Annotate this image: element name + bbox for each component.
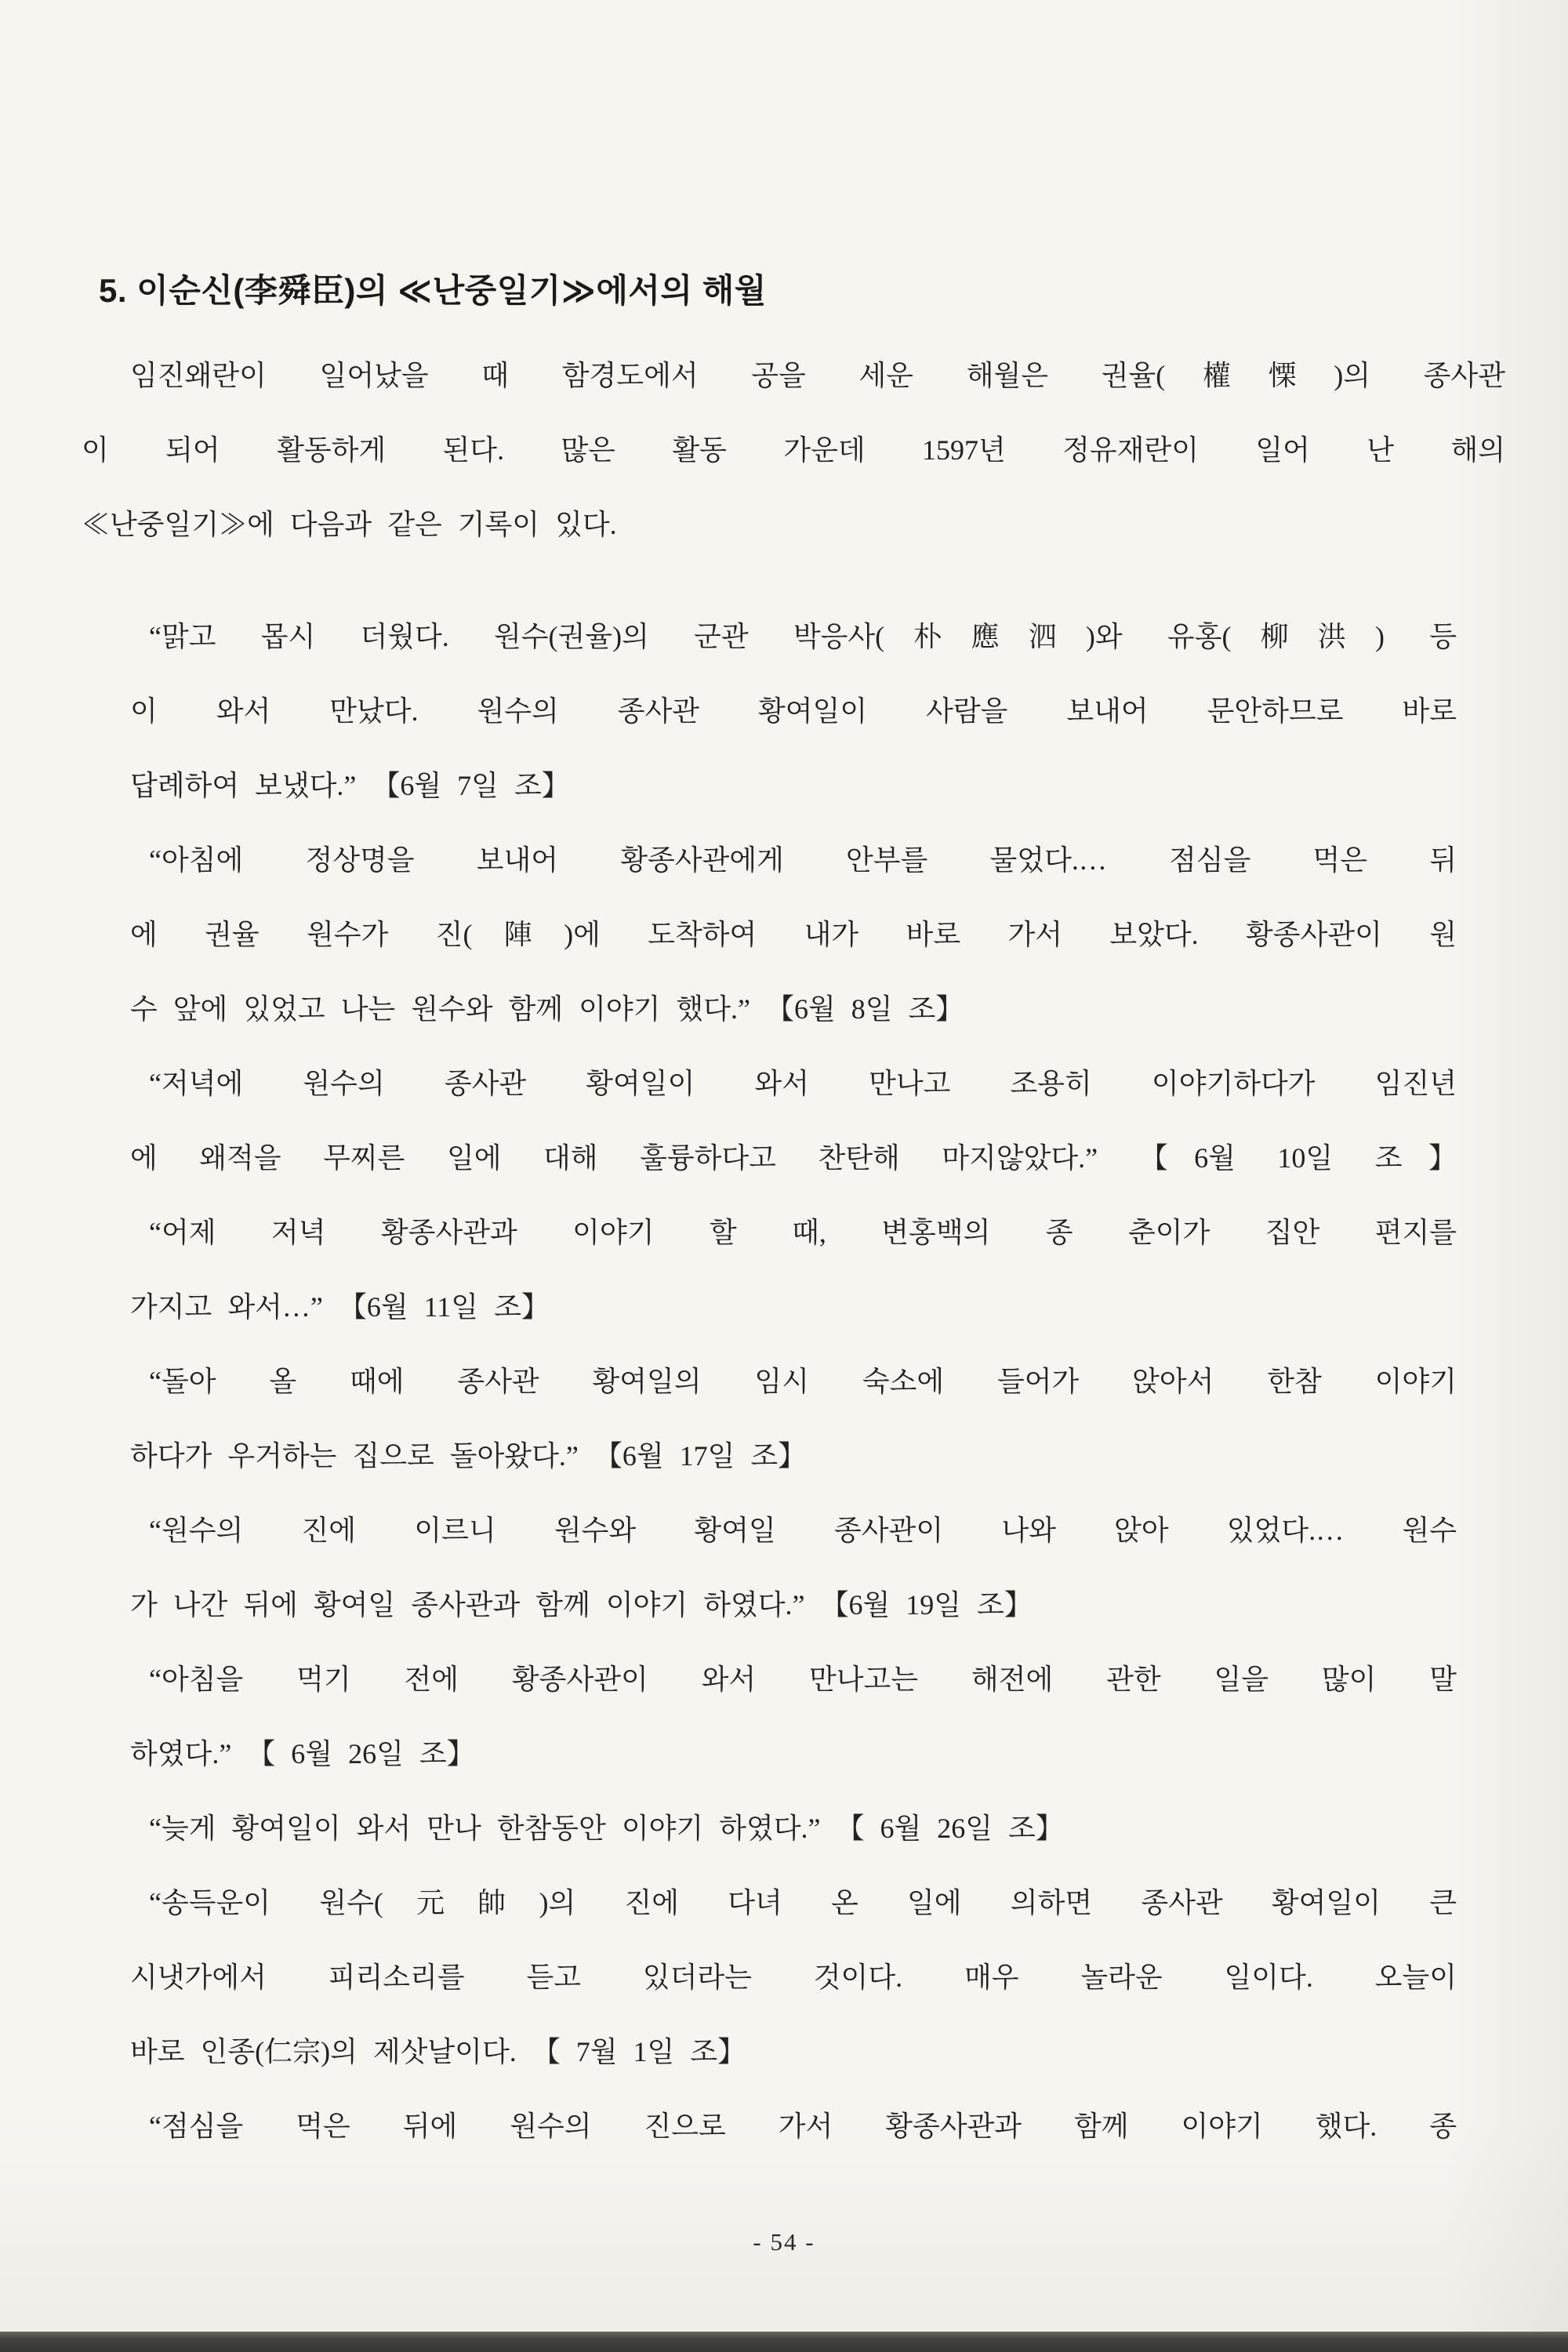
quote-line: 가 나간 뒤에 황여일 종사관과 함께 이야기 하였다.” 【6월 19일 조】	[130, 1589, 1033, 1621]
page-number: - 54 -	[753, 2228, 815, 2256]
diary-quote	[130, 2089, 1457, 2164]
diary-quote	[130, 1494, 1457, 1642]
diary-quote	[130, 1345, 1457, 1494]
scan-edge-artifact-bar	[0, 2332, 1568, 2352]
quote-line: 하였다.” 【 6월 26일 조】	[130, 1738, 475, 1769]
diary-quote	[130, 823, 1457, 1047]
quote-line: “아침에 정상명을 보내어 황종사관에게 안부를 물었다.… 점심을 먹은 뒤	[149, 844, 1457, 876]
diary-quote	[130, 600, 1457, 823]
quote-line: 에 권율 원수가 진(陣)에 도착하여 내가 바로 가서 보았다. 황종사관이 원	[130, 919, 1457, 950]
quote-line: 이 와서 만났다. 원수의 종사관 황여일이 사람을 보내어 문안하므로 바로	[130, 695, 1457, 727]
quote-line: “원수의 진에 이르니 원수와 황여일 종사관이 나와 앉아 있었다.… 원수	[149, 1515, 1457, 1546]
diary-quote	[130, 1047, 1457, 1196]
quote-line: 수 앞에 있었고 나는 원수와 함께 이야기 했다.” 【6월 8일 조】	[130, 993, 964, 1025]
quote-line: 시냇가에서 피리소리를 듣고 있더라는 것이다. 매우 놀라운 일이다. 오늘이	[130, 1962, 1457, 1993]
intro-line: 이 되어 활동하게 된다. 많은 활동 가운데 1597년 정유재란이 일어 난 해의	[82, 434, 1505, 466]
diary-quote	[130, 1866, 1457, 2089]
diary-quote	[130, 1642, 1457, 1791]
diary-quotes-block	[130, 600, 1457, 2164]
quote-line: “아침을 먹기 전에 황종사관이 와서 만나고는 해전에 관한 일을 많이 말	[149, 1664, 1457, 1695]
quote-line: 바로 인종(仁宗)의 제삿날이다. 【 7월 1일 조】	[130, 2036, 746, 2067]
quote-line: 에 왜적을 무찌른 일에 대해 훌륭하다고 찬탄해 마지않았다.” 【6월 10일 조】	[130, 1142, 1457, 1174]
quote-line: “맑고 몹시 더웠다. 원수(권율)의 군관 박응사(朴應泗)와 유홍(柳洪) 등	[149, 621, 1457, 652]
intro-line: 임진왜란이 일어났을 때 함경도에서 공을 세운 해월은 권율(權慄)의 종사관	[130, 360, 1505, 391]
diary-quote	[130, 1196, 1457, 1345]
intro-paragraph	[82, 339, 1505, 562]
quote-line: “늦게 황여일이 와서 만나 한참동안 이야기 하였다.” 【 6월 26일 조】	[149, 1813, 1064, 1844]
intro-line: ≪난중일기≫에 다음과 같은 기록이 있다.	[82, 509, 617, 540]
quote-line: 가지고 와서…” 【6월 11일 조】	[130, 1291, 550, 1323]
quote-line: “어제 저녁 황종사관과 이야기 할 때, 변홍백의 종 춘이가 집안 편지를	[149, 1217, 1457, 1248]
quote-line: “저녁에 원수의 종사관 황여일이 와서 만나고 조용히 이야기하다가 임진년	[149, 1068, 1457, 1099]
diary-quote	[130, 1791, 1457, 1866]
quote-line: “점심을 먹은 뒤에 원수의 진으로 가서 황종사관과 함께 이야기 했다. 종	[149, 2111, 1457, 2142]
quote-line: 하다가 우거하는 집으로 돌아왔다.” 【6월 17일 조】	[130, 1440, 807, 1472]
quote-line: “돌아 올 때에 종사관 황여일의 임시 숙소에 들어가 앉아서 한참 이야기	[149, 1366, 1457, 1397]
quote-line: “송득운이 원수(元帥)의 진에 다녀 온 일에 의하면 종사관 황여일이 큰	[149, 1887, 1457, 1918]
section-title: 5. 이순신(李舜臣)의 ≪난중일기≫에서의 해월	[99, 272, 767, 309]
quote-line: 답례하여 보냈다.” 【6월 7일 조】	[130, 770, 570, 801]
